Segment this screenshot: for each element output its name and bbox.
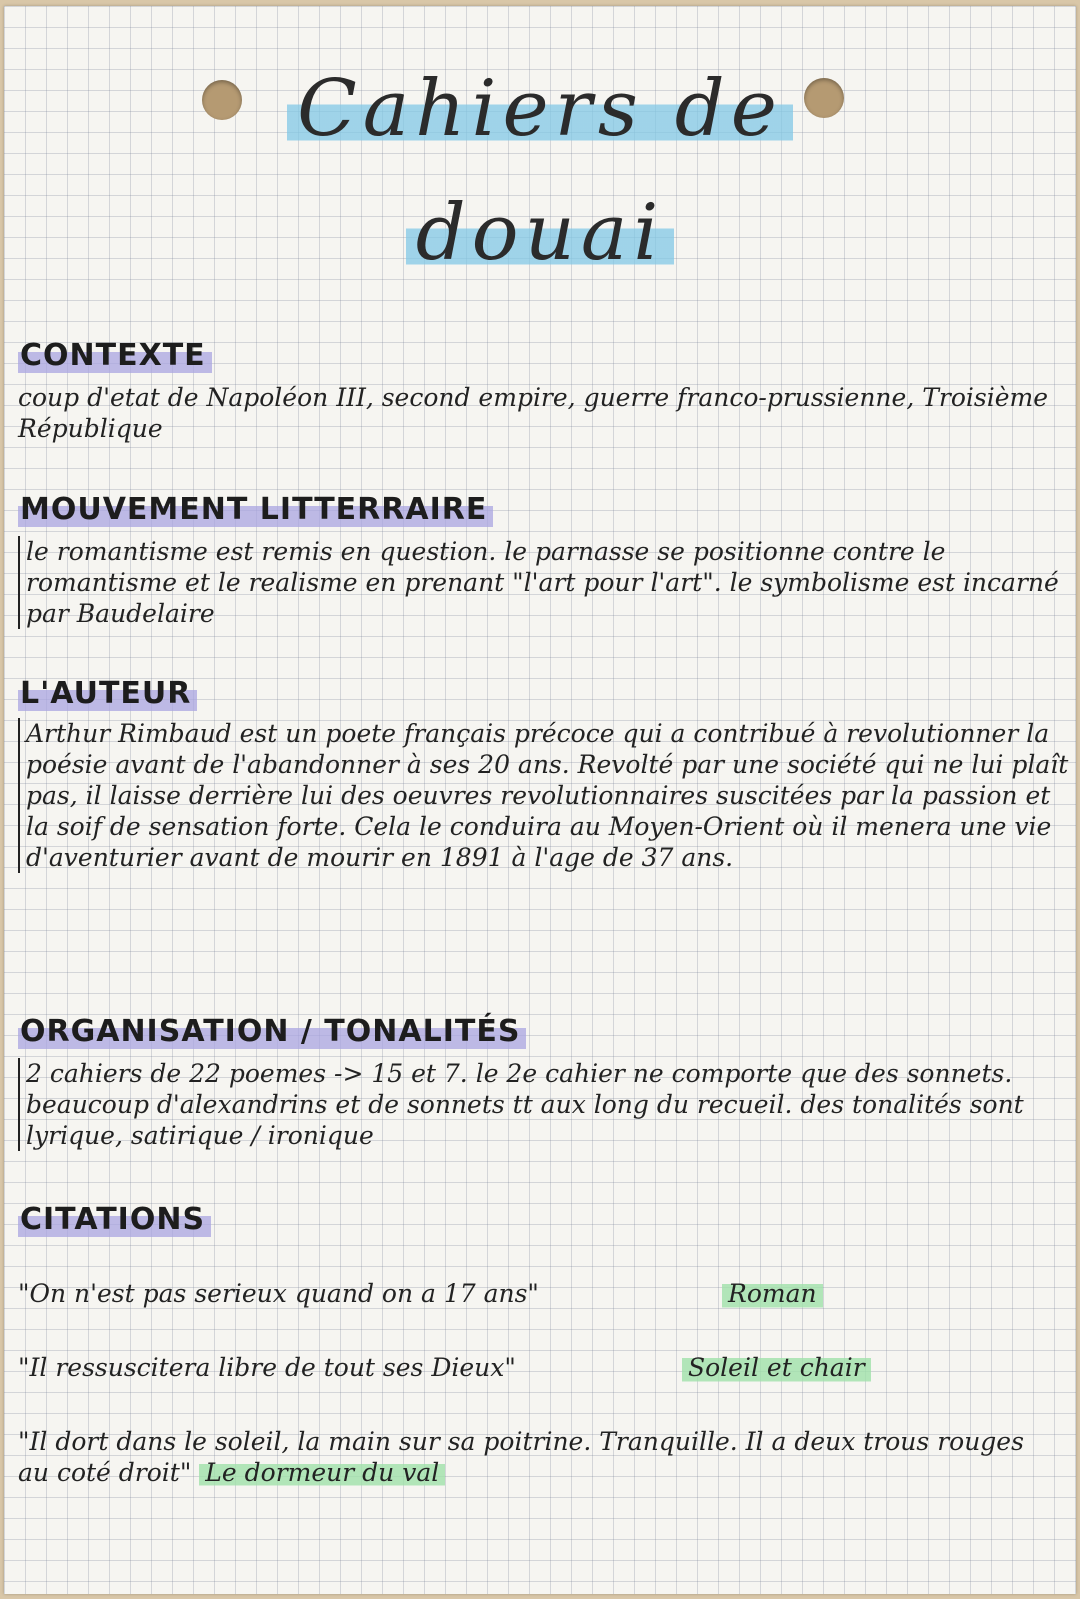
page-title-line2 xyxy=(4,188,1076,278)
title-highlight: douai xyxy=(406,188,675,278)
citation-3 xyxy=(18,1426,1048,1488)
notebook-page xyxy=(4,6,1076,1594)
title-highlight: Cahiers de xyxy=(287,64,793,154)
text-contexte: coup d'etat de Napoléon III, second empire, guerre franco-prussienne, Troisième République xyxy=(18,383,1049,443)
heading-organisation: ORGANISATION / TONALITÉS xyxy=(18,1014,526,1049)
citation-text: "On n'est pas serieux quand on a 17 ans" xyxy=(18,1279,539,1308)
page-title-line1 xyxy=(4,64,1076,154)
citation-text: "Il dort dans le soleil, la main sur sa poitrine. Tranquille. Il a deux trous rouges au coté droit" xyxy=(18,1427,1024,1487)
citation-2 xyxy=(18,1352,1068,1383)
text-auteur: Arthur Rimbaud est un poete français précoce qui a contribué à revolutionner la poésie avant de l'abandonner à ses 20 ans. Revolté par une société qui ne lui plaît pas, il laisse derrière lui des oeuvres revolutionnaires suscitées par la passion et la soif de sensation forte. Cela le conduira au Moyen-Orient où il menera une vie d'aventurier avant de mourir en 1891 à l'age de 37 ans. xyxy=(18,718,1076,873)
heading-mouvement: MOUVEMENT LITTERRAIRE xyxy=(18,492,493,527)
heading-contexte: CONTEXTE xyxy=(18,338,212,373)
citation-source: Roman xyxy=(722,1278,823,1309)
text-organisation: 2 cahiers de 22 poemes -> 15 et 7. le 2e cahier ne comporte que des sonnets. beaucoup d'alexandrins et de sonnets tt aux long du recueil. des tonalités sont lyrique, satirique / ironique xyxy=(18,1058,1076,1151)
text-mouvement: le romantisme est remis en question. le parnasse se positionne contre le romantisme et le realisme en prenant "l'art pour l'art". le symbolisme est incarné par Baudelaire xyxy=(18,536,1076,629)
heading-citations: CITATIONS xyxy=(18,1202,211,1237)
citation-source: Soleil et chair xyxy=(682,1352,871,1383)
heading-auteur: L'AUTEUR xyxy=(18,676,197,711)
citation-1 xyxy=(18,1278,1068,1309)
citation-text: "Il ressuscitera libre de tout ses Dieux" xyxy=(18,1353,516,1382)
citation-source: Le dormeur du val xyxy=(199,1458,445,1487)
